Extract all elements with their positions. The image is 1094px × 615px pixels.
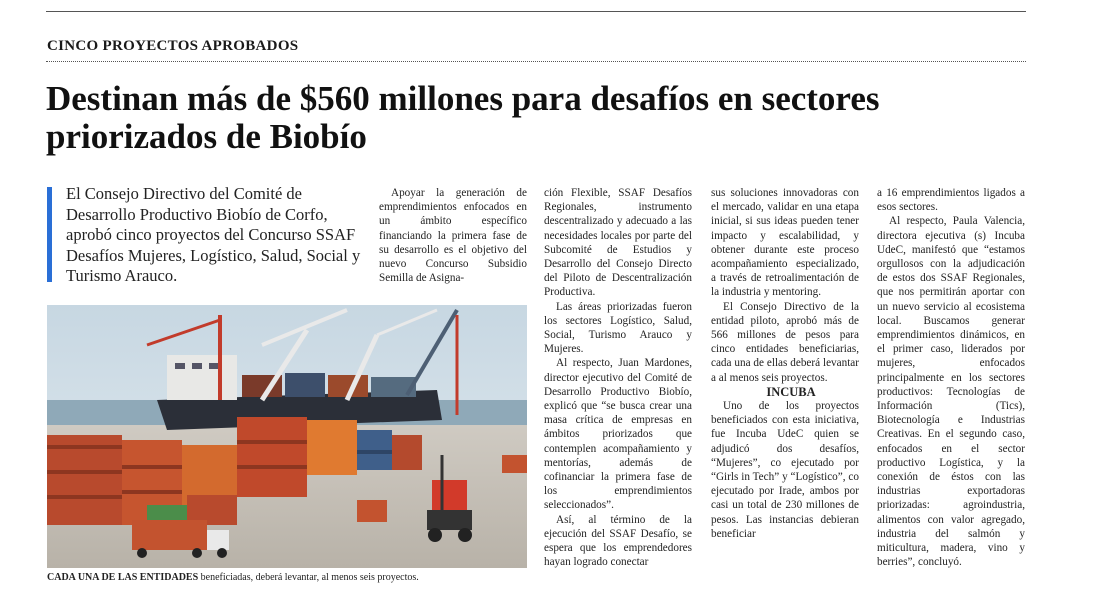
paragraph: Las áreas priorizadas fueron los sectores Logístico, Salud, Social, Turismo Arauco y Mujeres. xyxy=(544,300,692,356)
paragraph: a 16 emprendimientos ligados a esos sectores. xyxy=(877,187,1025,214)
caption-text: beneficiadas, deberá levantar, al menos seis proyectos. xyxy=(198,572,419,583)
paragraph: sus soluciones innovadoras con el mercado, validar en una etapa inicial, si sus ideas pueden tener impacto y escalabilidad, y obtener durante este proceso acompañamiento especializado, a través de retroalimentación de la industria y mentoring. xyxy=(711,187,859,299)
paragraph: Al respecto, Juan Mardones, director ejecutivo del Comité de Desarrollo Productivo Biobío, explicó que “se busca crear una masa crítica de empresas en ámbitos priorizados que contemplen acompañamiento y mentorías, además de cofinanciar la primera fase de los emprendimientos seleccionados”. xyxy=(544,357,692,512)
lead-accent-bar xyxy=(47,187,52,282)
paragraph: El Consejo Directivo de la entidad piloto, aprobó más de 566 millones de pesos para cinco entidades beneficiarias, cada una de ellas deberá levantar a al menos seis proyectos. xyxy=(711,300,859,384)
subheading-incuba: INCUBA xyxy=(766,384,816,399)
caption-emphasis: CADA UNA DE LAS ENTIDADES xyxy=(47,572,199,583)
paragraph: Uno de los proyectos beneficiados con esta iniciativa, fue Incuba UdeC quien se adjudicó dos desafíos, “Mujeres”, co ejecutado por “Girls in Tech” y “Logístico”, co ejecutado por Irade, ambos por casi un total de 230 millones de pesos. Las instancias debieran beneficiar xyxy=(711,400,859,540)
photo-caption xyxy=(47,572,527,584)
lead-paragraph: El Consejo Directivo del Comité de Desarrollo Productivo Biobío de Corfo, aprobó cinco proyectos del Concurso SSAF Desafíos Mujeres, Logístico, Salud, Social y Turismo Arauco. xyxy=(66,184,361,285)
top-rule xyxy=(46,11,1026,12)
dotted-divider xyxy=(46,61,1026,62)
paragraph: Así, al término de la ejecución del SSAF Desafío, se espera que los emprendedores hayan logrado conectar xyxy=(544,513,692,569)
paragraph: Apoyar la generación de emprendimientos enfocados en un ámbito específico financiando la primera fase de su desarrollo es el objetivo del nuevo Concurso Subsidio Semilla de Asigna- xyxy=(379,187,527,285)
body-column-1 xyxy=(379,186,527,285)
paragraph: ción Flexible, SSAF Desafíos Regionales, instrumento descentralizado y adecuado a las necesidades locales por parte del Subcomité de Estudios y Desarrollo del Consejo Directo del Piloto de Descentralización Productiva. xyxy=(544,187,692,299)
port-photo xyxy=(47,305,527,568)
section-label: CINCO PROYECTOS APROBADOS xyxy=(47,38,299,54)
headline: Destinan más de $560 millones para desafíos en sectores priorizados de Biobío xyxy=(46,79,880,156)
body-column-4 xyxy=(877,186,1025,569)
body-column-2 xyxy=(544,186,692,569)
body-column-3 xyxy=(711,186,859,541)
paragraph: Al respecto, Paula Valencia, directora ejecutiva (s) Incuba UdeC, manifestó que “estamos orgullosos con la adjudicación de estos dos SSAF Regionales, que nos permitirán aportar con un nuevo servicio al ecosistema local. Buscamos generar emprendimientos dinámicos, en el primer caso, liderados por mujeres, enfocados principalmente en los sectores productivos: Tecnologías de Información (Tics), Biotecnología e Industrias Creativas. En el segundo caso, enfocados en el sector productivo Logística, y la conexión de éstos con las industrias exportadoras priorizadas: agroindustria, alimentos con valor agregado, industria del salmón y miticultura, madera, vino y berries”, concluyó. xyxy=(877,215,1025,569)
